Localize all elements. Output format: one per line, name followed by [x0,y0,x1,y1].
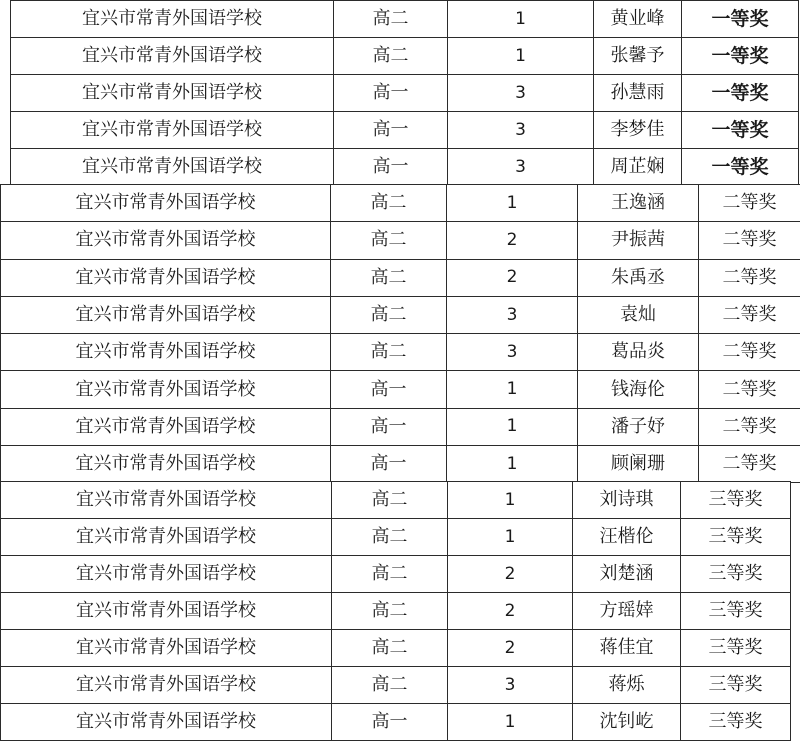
student-name-cell: 钱海伦 [578,371,699,408]
school-cell: 宜兴市常青外国语学校 [1,334,331,371]
award-cell: 二等奖 [699,185,800,222]
school-cell: 宜兴市常青外国语学校 [1,593,332,630]
table-row [1,519,791,556]
award-cell: 一等奖 [682,1,799,38]
table-row [1,446,800,483]
award-cell: 一等奖 [682,38,799,75]
student-name-cell: 顾阑珊 [578,446,699,483]
class-cell: 3 [448,112,594,149]
award-cell: 二等奖 [699,408,800,445]
award-cell: 二等奖 [699,296,800,333]
grade-cell: 高二 [334,38,448,75]
table-row [11,75,799,112]
table-row [1,482,791,519]
class-cell: 2 [447,259,578,296]
grade-cell: 高二 [332,482,448,519]
table-row [1,556,791,593]
school-cell: 宜兴市常青外国语学校 [1,185,331,222]
class-cell: 2 [448,556,573,593]
table-row [11,1,799,38]
table-row [1,408,800,445]
class-cell: 3 [448,667,573,704]
student-name-cell: 尹振茜 [578,222,699,259]
grade-cell: 高一 [331,371,447,408]
grade-cell: 高二 [334,1,448,38]
award-cell: 一等奖 [682,149,799,186]
table-row [1,222,800,259]
grade-cell: 高二 [331,334,447,371]
class-cell: 3 [447,334,578,371]
award-cell: 二等奖 [699,334,800,371]
award-cell: 三等奖 [681,519,791,556]
class-cell: 3 [447,296,578,333]
award-cell: 三等奖 [681,593,791,630]
award-cell: 二等奖 [699,446,800,483]
student-name-cell: 沈钊屹 [573,704,681,741]
student-name-cell: 方瑶婞 [573,593,681,630]
class-cell: 1 [448,38,594,75]
grade-cell: 高二 [331,296,447,333]
school-cell: 宜兴市常青外国语学校 [11,38,334,75]
grade-cell: 高一 [332,704,448,741]
student-name-cell: 袁灿 [578,296,699,333]
school-cell: 宜兴市常青外国语学校 [1,519,332,556]
class-cell: 3 [448,149,594,186]
grade-cell: 高二 [332,556,448,593]
award-cell: 一等奖 [682,75,799,112]
student-name-cell: 孙慧雨 [594,75,682,112]
award-cell: 二等奖 [699,259,800,296]
table-row [1,704,791,741]
award-cell: 二等奖 [699,222,800,259]
grade-cell: 高一 [331,408,447,445]
award-cell: 三等奖 [681,630,791,667]
grade-cell: 高一 [334,75,448,112]
school-cell: 宜兴市常青外国语学校 [11,1,334,38]
school-cell: 宜兴市常青外国语学校 [11,149,334,186]
student-name-cell: 张馨予 [594,38,682,75]
award-cell: 二等奖 [699,371,800,408]
student-name-cell: 王逸涵 [578,185,699,222]
school-cell: 宜兴市常青外国语学校 [1,667,332,704]
award-cell: 一等奖 [682,112,799,149]
award-cell: 三等奖 [681,704,791,741]
table-row [1,296,800,333]
class-cell: 1 [447,185,578,222]
award-cell: 三等奖 [681,667,791,704]
class-cell: 3 [448,75,594,112]
table-row [1,259,800,296]
school-cell: 宜兴市常青外国语学校 [1,408,331,445]
grade-cell: 高一 [334,149,448,186]
school-cell: 宜兴市常青外国语学校 [1,704,332,741]
student-name-cell: 葛品炎 [578,334,699,371]
table-row [1,667,791,704]
grade-cell: 高一 [331,446,447,483]
student-name-cell: 黄业峰 [594,1,682,38]
grade-cell: 高一 [334,112,448,149]
class-cell: 1 [447,446,578,483]
school-cell: 宜兴市常青外国语学校 [1,371,331,408]
table-row [1,334,800,371]
student-name-cell: 李梦佳 [594,112,682,149]
class-cell: 2 [447,222,578,259]
third-prize-table [0,481,791,741]
grade-cell: 高二 [331,222,447,259]
class-cell: 2 [448,593,573,630]
school-cell: 宜兴市常青外国语学校 [1,556,332,593]
school-cell: 宜兴市常青外国语学校 [1,296,331,333]
school-cell: 宜兴市常青外国语学校 [11,112,334,149]
class-cell: 1 [448,1,594,38]
student-name-cell: 朱禹丞 [578,259,699,296]
table-row [1,185,800,222]
second-prize-rows [1,185,800,483]
student-name-cell: 汪楷伦 [573,519,681,556]
school-cell: 宜兴市常青外国语学校 [1,259,331,296]
student-name-cell: 蒋佳宜 [573,630,681,667]
grade-cell: 高二 [332,667,448,704]
school-cell: 宜兴市常青外国语学校 [1,482,332,519]
class-cell: 1 [448,519,573,556]
student-name-cell: 潘子妤 [578,408,699,445]
award-cell: 三等奖 [681,556,791,593]
class-cell: 1 [448,482,573,519]
first-prize-table [10,0,799,186]
class-cell: 1 [447,408,578,445]
school-cell: 宜兴市常青外国语学校 [1,222,331,259]
grade-cell: 高二 [332,593,448,630]
third-prize-rows [1,482,791,741]
student-name-cell: 蒋烁 [573,667,681,704]
grade-cell: 高二 [331,185,447,222]
school-cell: 宜兴市常青外国语学校 [1,630,332,667]
award-cell: 三等奖 [681,482,791,519]
table-row [11,112,799,149]
student-name-cell: 刘诗琪 [573,482,681,519]
table-row [11,149,799,186]
class-cell: 1 [447,371,578,408]
second-prize-table [0,184,800,483]
student-name-cell: 周芷娴 [594,149,682,186]
grade-cell: 高二 [332,630,448,667]
table-row [1,630,791,667]
table-row [1,593,791,630]
table-row [1,371,800,408]
school-cell: 宜兴市常青外国语学校 [11,75,334,112]
grade-cell: 高二 [332,519,448,556]
class-cell: 2 [448,630,573,667]
student-name-cell: 刘楚涵 [573,556,681,593]
grade-cell: 高二 [331,259,447,296]
table-row [11,38,799,75]
school-cell: 宜兴市常青外国语学校 [1,446,331,483]
first-prize-rows [11,1,799,186]
class-cell: 1 [448,704,573,741]
